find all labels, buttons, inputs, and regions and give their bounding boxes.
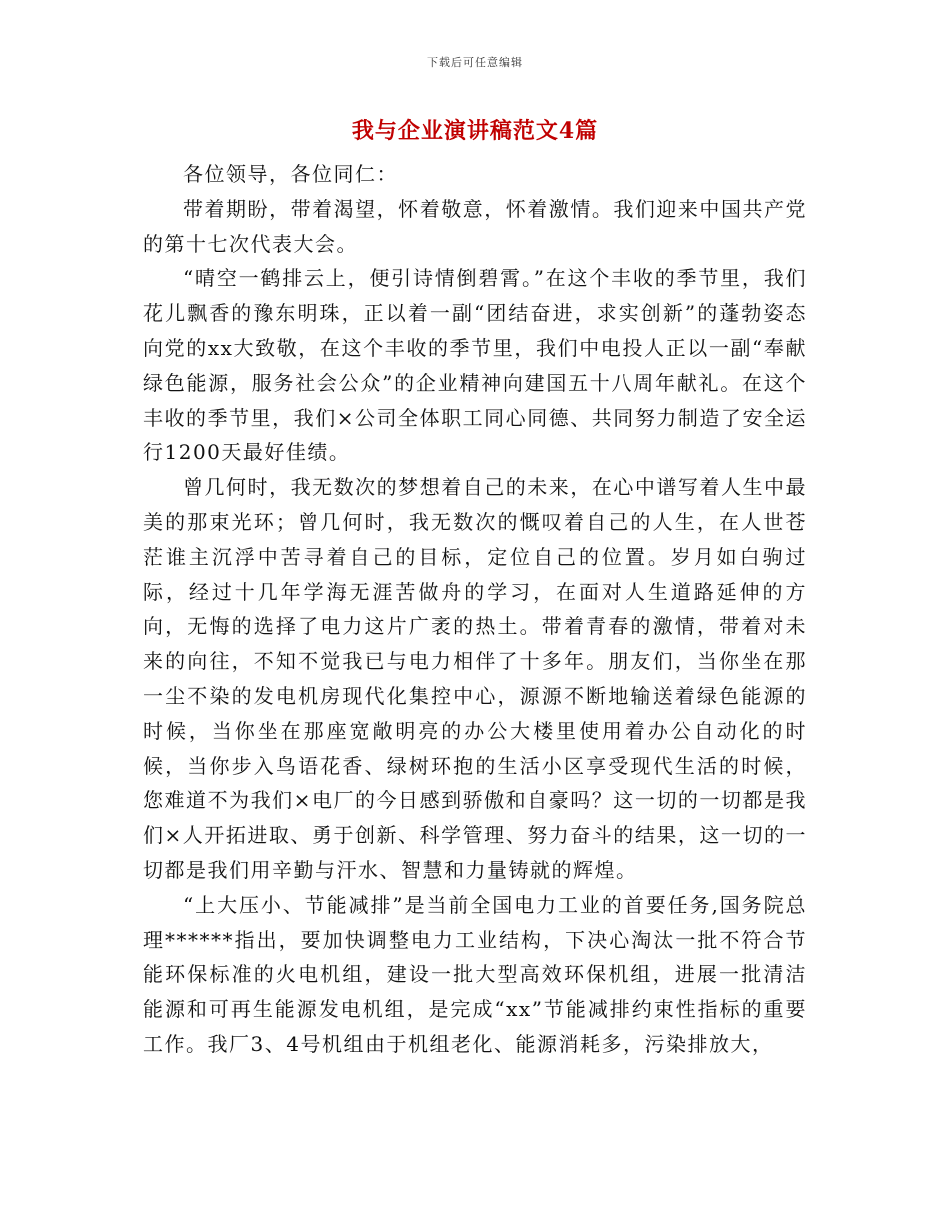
document-body	[143, 157, 807, 1062]
paragraph-salutation: 各位领导，各位同仁：	[183, 162, 398, 186]
paragraph-harvest-season: “晴空一鹤排云上，便引诗情倒碧霄。”在这个丰收的季节里，我们花儿飘香的豫东明珠，正以着一副“团结奋进，求实创新”的蓬勃姿态向党的xx大致敬，在这个丰收的季节里，我们中电投人正以一副“奉献绿色能源，服务社会公众”的企业精神向建国五十八周年献礼。在这个丰收的季节里，我们×公司全体职工同心同德、共同努力制造了安全运行1200天最好佳绩。	[143, 266, 807, 465]
document-title: 我与企业演讲稿范文4篇	[351, 118, 599, 144]
paragraph-energy-saving: “上大压小、节能减排”是当前全国电力工业的首要任务,国务院总理******指出，要加快调整电力工业结构，下决心淘汰一批不符合节能环保标准的火电机组，建设一批大型高效环保机组，进展一批清洁能源和可再生能源发电机组，是完成“xx”节能减排约束性指标的重要工作。我厂3、4号机组由于机组老化、能源消耗多，污染排放大，	[143, 892, 807, 1056]
paragraph-opening: 带着期盼，带着渴望，怀着敬意，怀着激情。我们迎来中国共产党的第十七次代表大会。	[143, 196, 807, 256]
paragraph-career-reflection: 曾几何时，我无数次的梦想着自己的未来，在心中谱写着人生中最美的那束光环；曾几何时，我无数次的慨叹着自己的人生，在人世苍茫谁主沉浮中苦寻着自己的目标，定位自己的位置。岁月如白驹过际，经过十几年学海无涯苦做舟的学习，在面对人生道路延伸的方向，无悔的选择了电力这片广袤的热土。带着青春的激情，带着对未来的向往，不知不觉我已与电力相伴了十多年。朋友们，当你坐在那一尘不染的发电机房现代化集控中心，源源不断地输送着绿色能源的时候，当你坐在那座宽敞明亮的办公大楼里使用着办公自动化的时候，当你步入鸟语花香、绿树环抱的生活小区享受现代生活的时候，您难道不为我们×电厂的今日感到骄傲和自豪吗？这一切的一切都是我们×人开拓进取、勇于创新、科学管理、努力奋斗的结果，这一切的一切都是我们用辛勤与汗水、智慧和力量铸就的辉煌。	[143, 475, 807, 882]
header-note: 下载后可任意编辑	[427, 56, 523, 69]
